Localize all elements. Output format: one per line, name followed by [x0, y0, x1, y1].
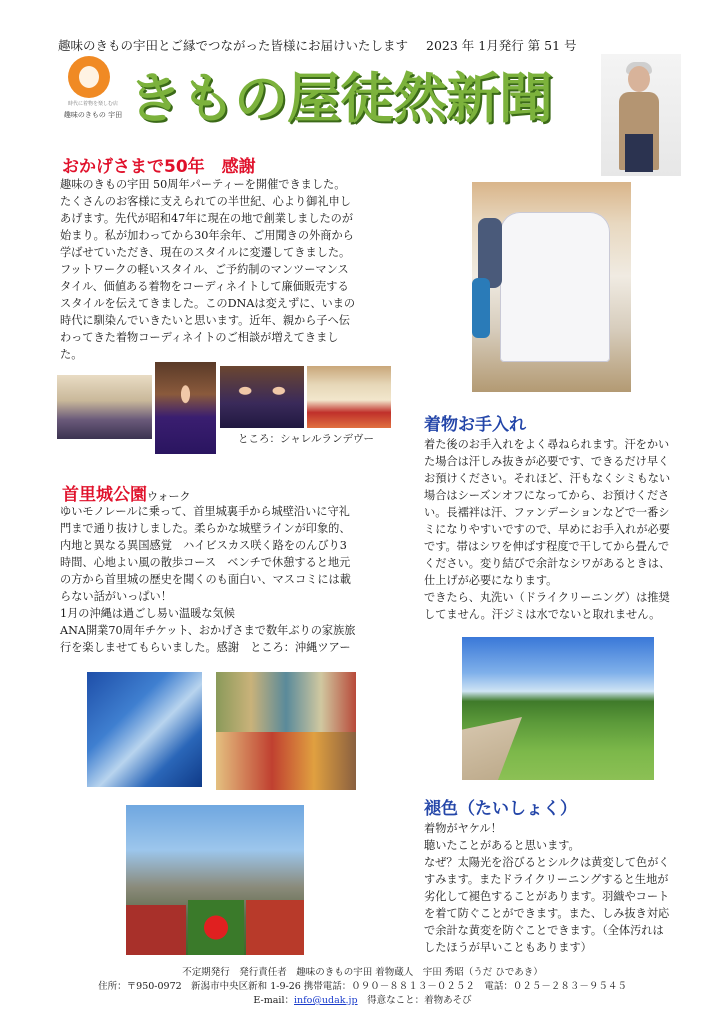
- care-line: してません。汗ジミは水でないと取れません。: [424, 608, 661, 621]
- shuri-line: の方から首里城の歴史を聞くのも面白い、マスコミには載: [60, 573, 351, 586]
- anniversary-line: あげます。先代が昭和47年に現在の地で創業しましたのが: [60, 212, 354, 225]
- newspaper-masthead: きもの屋徒然新聞: [128, 67, 552, 130]
- anniversary-line: 始まり。私が加わってから30年余年、ご用聞きの外商から: [60, 229, 354, 242]
- anniversary-line: 趣味のきもの宇田 50周年パーティーを開催できました。: [60, 178, 346, 191]
- logo-shop-name: 趣味のきもの 宇田: [63, 111, 123, 119]
- shuri-castle-collage-photo: [126, 805, 304, 955]
- publisher-portrait-photo: [601, 54, 681, 176]
- issue-info: 2023 年 1月発行 第 51 号: [426, 38, 577, 53]
- fade-body: [424, 820, 709, 956]
- shuri-heading-title: 首里城公園: [62, 485, 147, 505]
- park-landscape-photo: [462, 637, 654, 780]
- okinawa-food-collage-photo: [216, 672, 356, 790]
- shuri-line: らない話がいっぱい！: [60, 590, 172, 603]
- anniversary-line: た。: [60, 348, 83, 361]
- footer: [0, 966, 725, 1008]
- shuri-line: 時間、心地よい風の散歩コース ベンチで休憩すると地元: [60, 556, 351, 569]
- fade-line: 劣化して褪色することがあります。羽織やコート: [424, 890, 670, 903]
- shuri-heading: [62, 480, 191, 505]
- anniversary-line: フットワークの軽いスタイル、ご予約制のマンツーマンス: [60, 263, 349, 276]
- fade-line: を着て防ぐことができます。また、しみ抜き対応: [424, 907, 670, 920]
- shuri-line: 門まで通り抜けしました。柔らかな城壁ラインが印象的、: [60, 522, 351, 535]
- email-label: E-mail：: [253, 995, 294, 1006]
- shuri-line: 行を楽しませてもらいました。感謝 ところ：沖縄ツアー: [60, 641, 351, 654]
- fade-heading: 褪色（たいしょく）: [424, 799, 577, 819]
- care-line: ください。変り結びで余計なシワがあるときは、: [424, 557, 671, 570]
- shuri-line: 内地と異なる異国感覚 ハイビスカス咲く路をのんびり3: [60, 539, 347, 552]
- anniversary-heading: おかげさまで50年 感謝: [62, 157, 256, 177]
- shuri-line: 1月の沖縄は過ごし易い温暖な気候: [60, 607, 235, 620]
- party-group-photo: [57, 375, 152, 439]
- care-line: た場合は汗しみ抜きが必要です、できるだけ早く: [424, 455, 670, 468]
- anniversary-line: わってきた着物コーディネイトのご相談が増えてきまし: [60, 331, 339, 344]
- care-line: い。長襦袢は汗、ファンデーションなどで一番シ: [424, 506, 670, 519]
- anniversary-line: たくさんのお客様に支えられての半世紀、心より御礼申し: [60, 195, 351, 208]
- fade-line: なぜ？太陽光を浴びるとシルクは黄変して色がく: [424, 856, 670, 869]
- care-line: ミになりやすいですので、早めにお手入れが必要: [424, 523, 670, 536]
- shuri-body: [60, 503, 400, 656]
- party-singer-photo: [155, 362, 216, 454]
- shuri-heading-suffix: ウォーク: [147, 490, 191, 503]
- anniversary-line: タイル、価値ある着物をコーディネイトして廉価販売する: [60, 280, 349, 293]
- care-body: [424, 436, 704, 623]
- care-line: できたら、丸洗い（ドライクリーニング）は推奨: [424, 591, 670, 604]
- care-line: 仕上げが必要になります。: [424, 574, 558, 587]
- shuri-line: ANA開業70周年チケット、おかげさまで数年ぶりの家族旅: [60, 624, 356, 637]
- fade-line: 着物がヤケル！: [424, 822, 502, 835]
- header-tagline: [58, 36, 577, 54]
- footer-specialty: 得意なこと：着物あそび: [357, 995, 472, 1006]
- party-flowers-photo: [307, 366, 391, 428]
- anniversary-body: [60, 176, 395, 363]
- airplane-sky-photo: [87, 672, 202, 787]
- party-caption: ところ：シャレルランデヴー: [238, 433, 375, 445]
- care-line: です。帯はシワを伸ばす程度で干してから畳んで: [424, 540, 670, 553]
- logo-face-icon: [79, 66, 99, 88]
- kimono-back-view-photo: [472, 182, 631, 392]
- footer-publisher: 不定期発行 発行責任者 趣味のきもの宇田 着物蔵人 宇田 秀昭（うだ ひであき）: [182, 967, 543, 978]
- party-performers-photo: [220, 366, 304, 428]
- shop-logo: [58, 56, 124, 128]
- footer-contact: [0, 994, 725, 1008]
- anniversary-line: スタイルを伝えてきました。このDNAは変えずに、いまの: [60, 297, 356, 310]
- tagline-text: 趣味のきもの宇田とご縁でつながった皆様にお届けいたします: [58, 38, 409, 53]
- email-link[interactable]: info@udak.jp: [294, 995, 358, 1006]
- logo-subtitle: 時代に着物を楽しむ店: [67, 101, 118, 107]
- fade-line: すみます。またドライクリーニングすると生地が: [424, 873, 669, 886]
- care-line: お預けください。それほど、汗もなくシミもない: [424, 472, 671, 485]
- fade-line: で余計な黄変を防ぐことできます。（全体汚れは: [424, 924, 664, 937]
- anniversary-line: 時代に馴染んでいきたいと思います。近年、親から子へ伝: [60, 314, 350, 327]
- fade-line: 聴いたことがあると思います。: [424, 839, 580, 852]
- care-heading: 着物お手入れ: [424, 415, 526, 435]
- care-line: 着た後のお手入れをよく尋ねられます。汗をかい: [424, 438, 670, 451]
- fade-line: したほうが早いこともあります）: [424, 941, 592, 954]
- shuri-line: ゆいモノレールに乗って、首里城裏手から城壁沿いに守礼: [60, 505, 350, 518]
- footer-address: 住所：〒950-0972 新潟市中央区新和 1-9-26 携帯電話：０９０－８８１３－０２５２ 電話：０２５－２８３－９５４５: [98, 981, 627, 992]
- care-line: 場合はシーズンオフになってから、お預けくださ: [424, 489, 670, 502]
- anniversary-line: 学ばせていただき、現在のスタイルに変遷してきました。: [60, 246, 351, 259]
